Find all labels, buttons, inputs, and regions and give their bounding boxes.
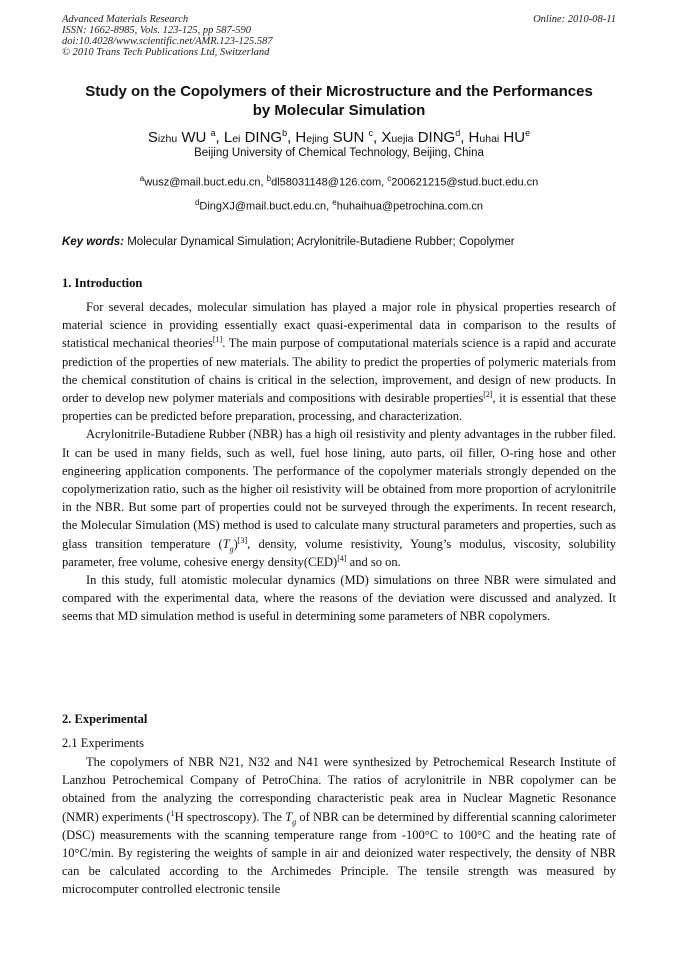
journal-name: Advanced Materials Research	[62, 14, 189, 25]
paragraph: For several decades, molecular simulation has played a major role in physical properties research of material science in providing essentially exact quasi-experimental data in comparison to the results of statistical mechanical theories[1]. The main purpose of computational materials science is a rapid and accurate prediction of the properties of new materials. The ability to predict the properties of polymeric materials from the chemical constitution of chains is critical in the selection, improvement, and design of new products. In order to develop new polymer materials and compositions with desirable properties[2], it is essential that these properties can be predicted before preparation, processing, and characterization.	[62, 300, 616, 424]
doi-line: doi:10.4028/www.scientific.net/AMR.123-125.587	[62, 36, 273, 47]
email-line: $^d$DingXJ@mail.buct.edu.cn, $^e$huhaihua@petrochina.com.cn	[194, 198, 484, 213]
email-link[interactable]: DingXJ@mail.buct.edu.cn,	[199, 200, 330, 213]
keywords-label: Key words	[62, 236, 121, 248]
introduction-body	[62, 298, 616, 626]
paragraph: In this study, full atomistic molecular dynamics (MD) simulations on three NBR were simulated and compared with the experimental data, where the reasons of the deviation were discussed and analyzed. It seems that MD simulation method is useful in determining some parameters of NBR copolymers.	[62, 573, 616, 624]
email-link[interactable]: wusz@mail.buct.edu.cn,	[144, 176, 264, 189]
paragraph: Acrylonitrile-Butadiene Rubber (NBR) has a high oil resistivity and plenty advantages in the rubber filed. It can be used in many fields, such as well, fuel hose lining, auto parts, oil filler, O-ring hose and other engineering application components. The performance of the copolymer materials strongly depended on the copolymerization ratio, such as the higher oil resistivity will be obtained from more proportion of acrylonitrile in the NBR. But some part of properties could not be surveyed through the experiments. In recent research, the Molecular Simulation (MS) method is used to calculate many structural parameters and properties, such as glass transition temperature $(T_g)[3]$, density, volume resistivity, Young’s modulus, viscosity, solubility parameter, free volume, cohesive energy density(CED)[4] and so on.	[62, 427, 616, 569]
paragraph: The copolymers of NBR N21, N32 and N41 were synthesized by Petrochemical Research Institute of Lanzhou Petrochemical Company of PetroChina. The ratios of acrylonitrile in NBR copolymer can be obtained from the analyzing the corresponding characteristic peak area in Nuclear Magnetic Resonance (NMR) experiments ($^1$H spectroscopy). The $T_g$ of NBR can be determined by differential scanning calorimeter (DSC) measurements with the scanning temperature range from -100°C to 100°C and the heating rate of 10°C/min. By registering the weights of sample in air and deionized water respectively, the density of NBR can be calculated according to the Archimedes Principle. The tensile strength was measured by microcomputer controlled electronic tensile	[62, 755, 617, 897]
keywords: Key words: Molecular Dynamical Simulation; Acrylonitrile-Butadiene Rubber; Copolymer	[62, 236, 515, 248]
journal-header	[62, 14, 273, 58]
paper-title	[40, 82, 638, 120]
citation[interactable]: [3]	[237, 535, 248, 545]
email-link[interactable]: huhaihua@petrochina.com.cn	[336, 200, 484, 213]
issn-line: ISSN: 1662-8985, Vols. 123-125, pp 587-590	[62, 25, 251, 36]
section-heading-experimental: 2. Experimental	[62, 712, 148, 726]
online-date: Online: 2010-08-11	[533, 14, 616, 25]
affiliation: Beijing University of Chemical Technology, Beijing, China	[194, 147, 484, 159]
author: Huhai $HU^e$	[468, 128, 531, 146]
author: Sizhu WU $^a$,	[147, 128, 224, 146]
citation[interactable]: [1]	[212, 335, 223, 345]
author-list	[40, 124, 638, 148]
section-heading-introduction: 1. Introduction	[62, 276, 143, 290]
email-line: $^a$wusz@mail.buct.edu.cn, $^b$dl58031148@126.com, $^c$200621215@stud.buct.edu.cn	[139, 174, 539, 189]
email-link[interactable]: 200621215@stud.buct.edu.cn	[391, 176, 539, 189]
title-line-1: Study on the Copolymers of their Microstructure and the Performances	[85, 83, 593, 100]
title-line-2: by Molecular Simulation	[252, 102, 426, 119]
author: Xuejia DING$^d$,	[381, 128, 469, 146]
email-link[interactable]: dl58031148@126.com,	[271, 176, 385, 189]
author: Hejing SUN $^c$,	[295, 128, 382, 146]
subsection-heading-experiments: 2.1 Experiments	[62, 736, 144, 750]
citation[interactable]: [4]	[337, 553, 347, 563]
copyright-line: © 2010 Trans Tech Publications Ltd, Switzerland	[62, 47, 270, 58]
keywords-text: Molecular Dynamical Simulation; Acrylonitrile-Butadiene Rubber; Copolymer	[127, 236, 515, 248]
author: Lei DING$^b$,	[223, 128, 296, 146]
citation[interactable]: [2]	[483, 389, 493, 399]
experimental-body	[62, 753, 616, 899]
